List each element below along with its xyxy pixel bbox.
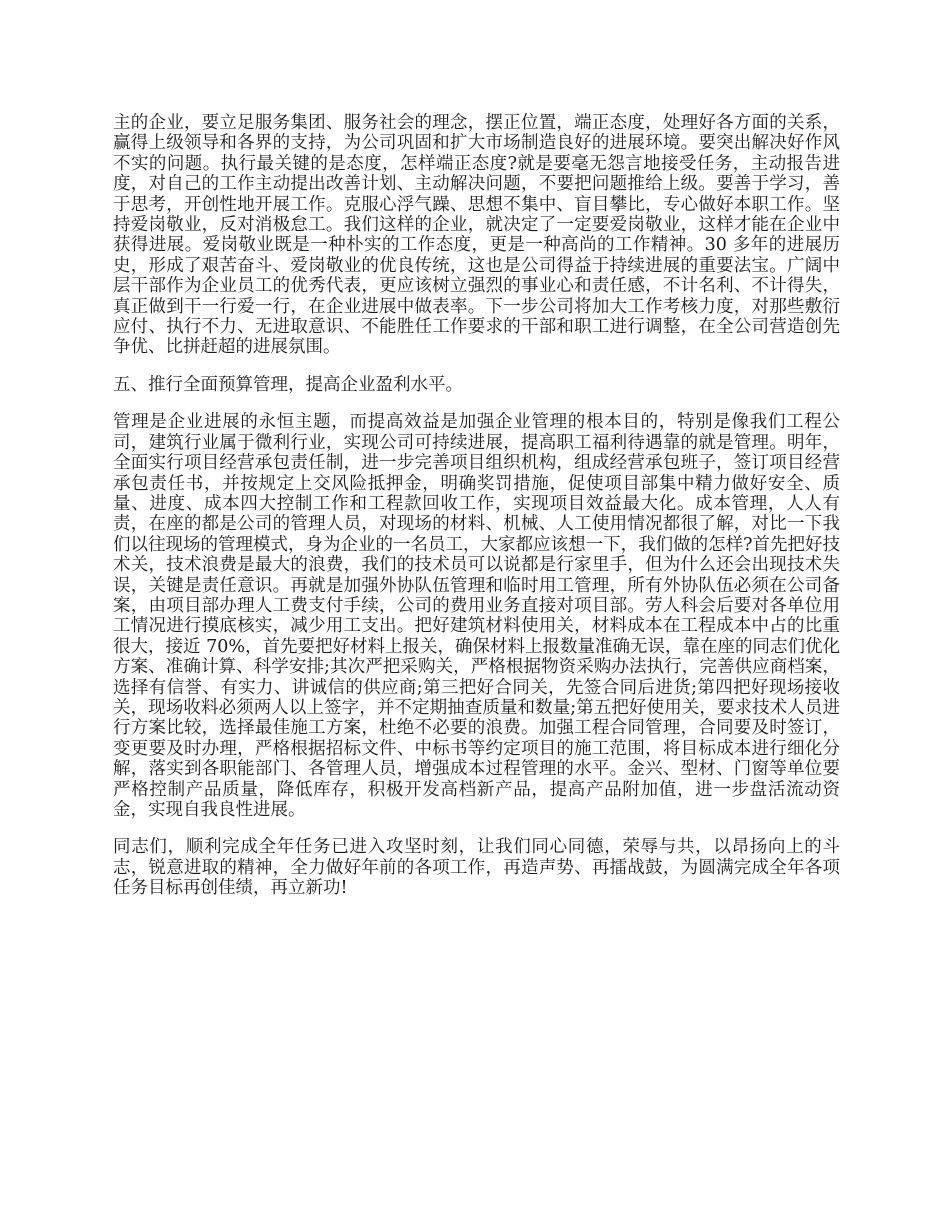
closing-paragraph: 同志们，顺利完成全年任务已进入攻坚时刻，让我们同心同德，荣辱与共，以昂扬向上的斗志，锐意进取的精神，全力做好年前的各项工作，再造声势、再擂战鼓，为圆满完成全年各项任务目标再创佳绩，再立新功! — [113, 837, 840, 899]
section-heading-5: 五、推行全面预算管理，提高企业盈利水平。 — [113, 374, 463, 395]
document-page — [113, 113, 840, 916]
body-paragraph-1: 主的企业，要立足服务集团、服务社会的理念，摆正位置，端正态度，处理好各方面的关系，赢得上级领导和各界的支持，为公司巩固和扩大市场制造良好的进展环境。要突出解决好作风不实的问题。执行最关键的是态度，怎样端正态度?就是要毫无怨言地接受任务，主动报告进度，对自己的工作主动提出改善计划、主动解决问题，不要把问题推给上级。要善于学习，善于思考，开创性地开展工作。克服心浮气躁、思想不集中、盲目攀比，专心做好本职工作。坚持爱岗敬业，反对消极怠工。我们这样的企业，就决定了一定要爱岗敬业，这样才能在企业中获得进展。爱岗敬业既是一种朴实的工作态度，更是一种高尚的工作精神。30 多年的进展历史，形成了艰苦奋斗、爱岗敬业的优良传统，这也是公司得益于持续进展的重要法宝。广阔中层干部作为企业员工的优秀代表，更应该树立强烈的事业心和责任感，不计名利、不计得失，真正做到干一行爱一行，在企业进展中做表率。下一步公司将加大工作考核力度，对那些敷衍应付、执行不力、无进取意识、不能胜任工作要求的干部和职工进行调整，在全公司营造创先争优、比拼赶超的进展氛围。 — [113, 113, 840, 358]
body-paragraph-2: 管理是企业进展的永恒主题，而提高效益是加强企业管理的根本目的，特别是像我们工程公司，建筑行业属于微利行业，实现公司可持续进展，提高职工福利待遇靠的就是管理。明年，全面实行项目经营承包责任制，进一步完善项目组织机构，组成经营承包班子，签订项目经营承包责任书，并按规定上交风险抵押金，明确奖罚措施，促使项目部集中精力做好安全、质量、进度、成本四大控制工作和工程款回收工作，实现项目效益最大化。成本管理，人人有责，在座的都是公司的管理人员，对现场的材料、机械、人工使用情况都很了解，对比一下我们以往现场的管理模式，身为企业的一名员工，大家都应该想一下，我们做的怎样?首先把好技术关，技术浪费是最大的浪费，我们的技术员可以说都是行家里手，但为什么还会出现技术失误，关键是责任意识。再就是加强外协队伍管理和临时用工管理，所有外协队伍必须在公司备案，由项目部办理人工费支付手续，公司的费用业务直接对项目部。劳人科会后要对各单位用工情况进行摸底核实，减少用工支出。把好建筑材料使用关，材料成本在工程成本中占的比重很大，接近 70%，首先要把好材料上报关，确保材料上报数量准确无误，靠在座的同志们优化方案、准确计算、科学安排;其次严把采购关，严格根据物资采购办法执行，完善供应商档案，选择有信誉、有实力、讲诚信的供应商;第三把好合同关，先签合同后进货;第四把好现场接收关，现场收料必须两人以上签字，并不定期抽查质量和数量;第五把好使用关，要求技术人员进行方案比较，选择最佳施工方案，杜绝不必要的浪费。加强工程合同管理，合同要及时签订，变更要及时办理，严格根据招标文件、中标书等约定项目的施工范围，将目标成本进行细化分解，落实到各职能部门、各管理人员，增强成本过程管理的水平。金兴、型材、门窗等单位要严格控制产品质量，降低库存，积极开发高档新产品，提高产品附加值，进一步盘活流动资金，实现自我良性进展。 — [113, 412, 840, 820]
